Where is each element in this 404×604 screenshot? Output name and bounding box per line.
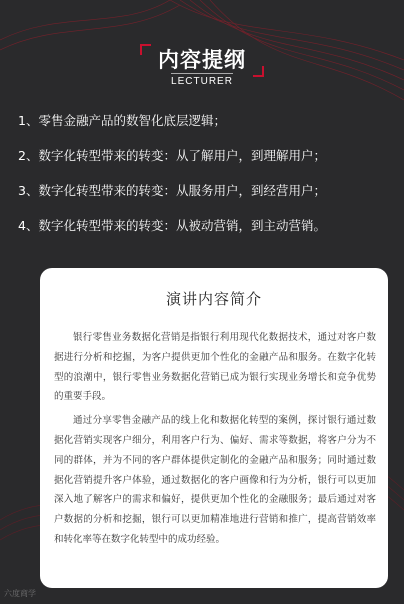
- outline-item: 3、数字化转型带来的转变：从服务用户，到经营用户；: [18, 183, 326, 198]
- intro-card: [40, 268, 388, 588]
- outline-item: 2、数字化转型带来的转变：从了解用户，到理解用户；: [18, 148, 326, 163]
- outline-item: 1、零售金融产品的数智化底层逻辑；: [18, 113, 226, 128]
- watermark: 六度商学: [4, 589, 36, 598]
- intro-paragraph: 通过分享零售金融产品的线上化和数据化转型的案例，探讨银行通过数据化营销实现客户细分，利用客户行为、偏好、需求等数据，将客户分为不同的群体，并为不同的客户群体提供定制化的金融产品和服务；同时通过数据化营销提升客户体验，通过数据化的客户画像和行为分析，银行可以更加深入地了解客户的需求和偏好，提供更加个性化的金融服务；最后通过对客户数据的分析和挖掘，银行可以更加精准地进行营销和推广，提高营销效率和转化率等在数字化转型中的成功经验。: [54, 415, 376, 545]
- header: [0, 0, 404, 100]
- outline-list: [18, 112, 398, 252]
- card-title: 演讲内容简介: [165, 290, 262, 308]
- page-title: 内容提纲: [158, 48, 246, 72]
- page-subtitle: LECTURER: [171, 73, 233, 87]
- outline-item: 4、数字化转型带来的转变：从被动营销，到主动营销。: [18, 218, 326, 233]
- card-body: [54, 328, 376, 554]
- intro-paragraph: 银行零售业务数据化营销是指银行利用现代化数据技术，通过对客户数据进行分析和挖掘，为客户提供更加个性化的金融产品和服务。在数字化转型的浪潮中，银行零售业务数据化营销已成为银行实现业务增长和竞争优势的重要手段。: [54, 332, 376, 403]
